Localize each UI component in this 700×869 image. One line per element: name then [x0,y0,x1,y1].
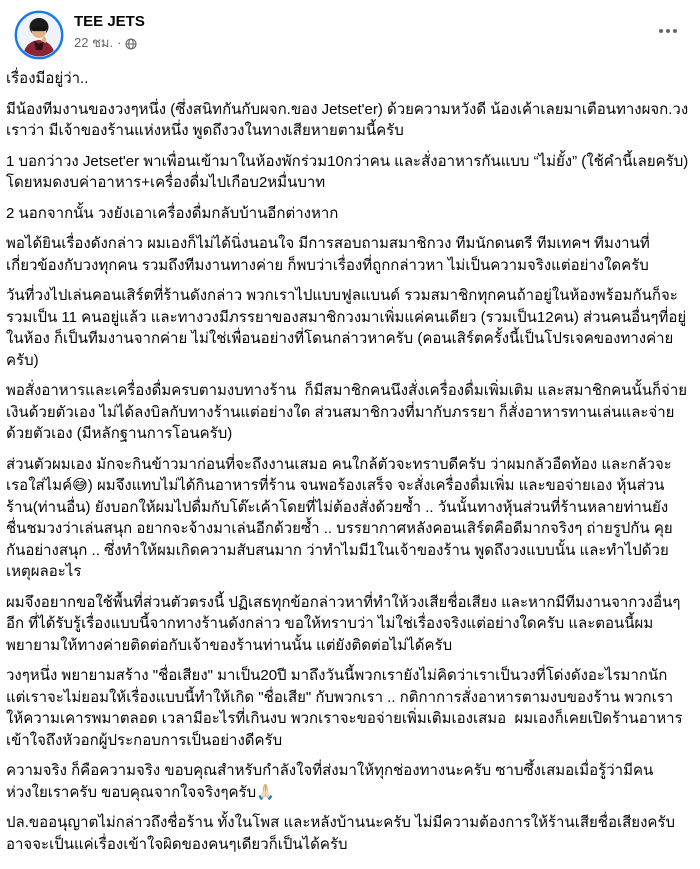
post-paragraph: ความจริง ก็คือความจริง ขอบคุณสำหรับกำลังใจที่ส่งมาให้ทุกช่องทางนะครับ ซาบซึ้งเสมอเมื่อรู้ว่ามีคนห่วงใยเราครับ ขอบคุณจากใจจริงๆครับ🙏🏻 [6,762,654,801]
globe-audience-icon [125,38,137,50]
post-header [0,0,700,66]
author-name[interactable]: TEE JETS [74,13,145,30]
post-paragraph: ปล.ขออนุญาตไม่กล่าวถึงชื่อร้าน ทั้งในโพส และหลังบ้านนะครับ ไม่มีความต้องการให้ร้านเสียชื่อเสียงครับ อาจจะเป็นแค่เรื่องเข้าใจผิดของคนๆเดียวก็เป็นได้ครับ [6,814,680,853]
post-paragraph: เรื่องมีอยู่ว่า.. [6,70,89,87]
post-paragraph: 1 บอกว่าวง Jetset'er พาเพื่อนเข้ามาในห้องพักร่วม10กว่าคน และสั่งอาหารกันแบบ “ไม่ยั้ง” (ใช้คำนี้เลยครับ) โดยหมดงบค่าอาหาร+เครื่องดื่มไปเกือบ2หมื่นบาท [6,152,693,191]
post-paragraph: 2 นอกจากนั้น วงยังเอาเครื่องดื่มกลับบ้านอีกต่างหาก [6,204,339,222]
meta-separator: · [117,35,122,50]
more-options-button[interactable] [652,14,684,48]
post-meta [74,35,652,51]
post-paragraph: มีน้องทีมงานของวงๆหนึ่ง (ซึ่งสนิทกันกับผจก.ของ Jetset'er) ด้วยความหวังดี น้องเค้าเลยมาเตือนทางผจก.วงเราว่า มีเจ้าของร้านแห่งหนึ่ง พูดถึงวงในทางเสียหายตามนี้ครับ [6,100,689,139]
post-paragraph: ส่วนตัวผมเอง มักจะกินข้าวมาก่อนที่จะถึงงานเสมอ คนใกล้ตัวจะทราบดีครับ ว่าผมกลัวอืดท้อง และกลัวจะเรอใส่ไมค์😅) ผมจึงแทบไม่ได้กินอาหารที่ร้าน จนพอร้องเสร็จ จะสั่งเครื่องดื่มเพิ่ม และขอจ่ายเอง หุ้นส่วนร้าน(ท่านอื่น) ยังบอกให้ผมไปดื่มกับโต๊ะเค้าโดยที่ไม่ต้องสั่งด้วยซ้ำ .. วันนั้นทางหุ้นส่วนที่ร้านหลายท่านยังชื่นชมวงว่าเล่นสนุก อยากจะจ้างมาเล่นอีกด้วยซ้ำ .. บรรยากาศหลังคอนเสิร์ตคือดีมากจริงๆ ถ่ายรูปกัน คุยกันอย่างสนุก .. ซึ่งทำให้ผมเกิดความสับสนมาก ว่าทำไมมี1ในเจ้าของร้าน พูดถึงวงแบบนั้น และทำไปด้วยเหตุผลอะไร [6,455,673,580]
avatar-image [14,10,64,60]
post-paragraph: วงๆหนึ่ง พยายามสร้าง "ชื่อเสียง" มาเป็น20ปี มาถึงวันนี้พวกเรายังไม่คิดว่าเราเป็นวงที่โด่งดังอะไรมากนัก แต่เราจะไม่ยอมให้เรื่องแบบนี้ทำให้เกิด "ชื่อเสีย" กับพวกเรา .. กติกาการสั่งอาหารตามงบของร้าน พวกเราให้ความเคารพมาตลอด เวลามีอะไรที่เกินงบ พวกเราจะขอจ่ายเพิ่มเติมเองเสมอ ผมเองก็เคยเปิดร้านอาหาร เข้าใจถึงหัวอกผู้ประกอบการเป็นอย่างดีครับ [6,667,687,749]
post-body [0,66,700,869]
post-paragraph: พอได้ยินเรื่องดังกล่าว ผมเองก็ไม่ได้นิ่งนอนใจ มีการสอบถามสมาชิกวง ทีมนักดนตรี ทีมเทคฯ ทีมงานที่เกี่ยวข้องกับวงทุกคน รวมถึงทีมงานทางค่าย ก็พบว่าเรื่องที่ถูกกล่าวหา ไม่เป็นความจริงแต่อย่างใดครับ [6,235,650,274]
more-options-ellipsis-icon [658,27,678,35]
post-paragraph: พอสั่งอาหารและเครื่องดื่มครบตามงบทางร้าน ก็มีสมาชิกคนนึงสั่งเครื่องดื่มเพิ่มเติม และสมาชิกคนนั้นก็จ่ายเงินด้วยตัวเอง ไม่ได้ลงบิลกับทางร้านแต่อย่างใด ส่วนสมาชิกวงที่มากับภรรยา ก็สั่งอาหารทานเล่นและจ่ายด้วยตัวเอง (มีหลักฐานการโอนครับ) [6,382,688,442]
post-paragraph: ผมจึงอยากขอใช้พื้นที่ส่วนตัวตรงนี้ ปฏิเสธทุกข้อกล่าวหาที่ทำให้วงเสียชื่อเสียง และหากมีทีมงานจากวงอื่นๆอีก ที่ได้รับรู้เรื่องแบบนี้จากทางร้านดังกล่าว ขอให้ทราบว่า ไม่ใช่เรื่องจริงแต่อย่างใดครับ และตอนนี้ผมพยายามให้ทางค่ายติดต่อกับเจ้าของร้านท่านนั้น แต่ยังติดต่อไม่ได้ครับ [6,593,681,654]
header-text [74,10,652,51]
post-paragraph: วันที่วงไปเล่นคอนเสิร์ตที่ร้านดังกล่าว พวกเราไปแบบฟูลแบนด์ รวมสมาชิกทุกคนถ้าอยู่ในห้องพร้อมกันก็จะรวมเป็น 11 คนอยู่แล้ว และทางวงมีภรรยาของสมาชิกวงมาเพิ่มแค่คนเดียว (รวมเป็น12คน) ส่วนคนอื่นๆที่อยู่ในห้อง ก็เป็นทีมงานจากค่าย ไม่ใช่เพื่อนอย่างที่โดนกล่าวหาครับ (คอนเสิร์ตครั้งนี้เป็นโปรเจคของทางค่ายครับ) [6,287,687,369]
avatar[interactable] [14,10,64,60]
timestamp[interactable]: 22 ชม. [74,35,114,50]
